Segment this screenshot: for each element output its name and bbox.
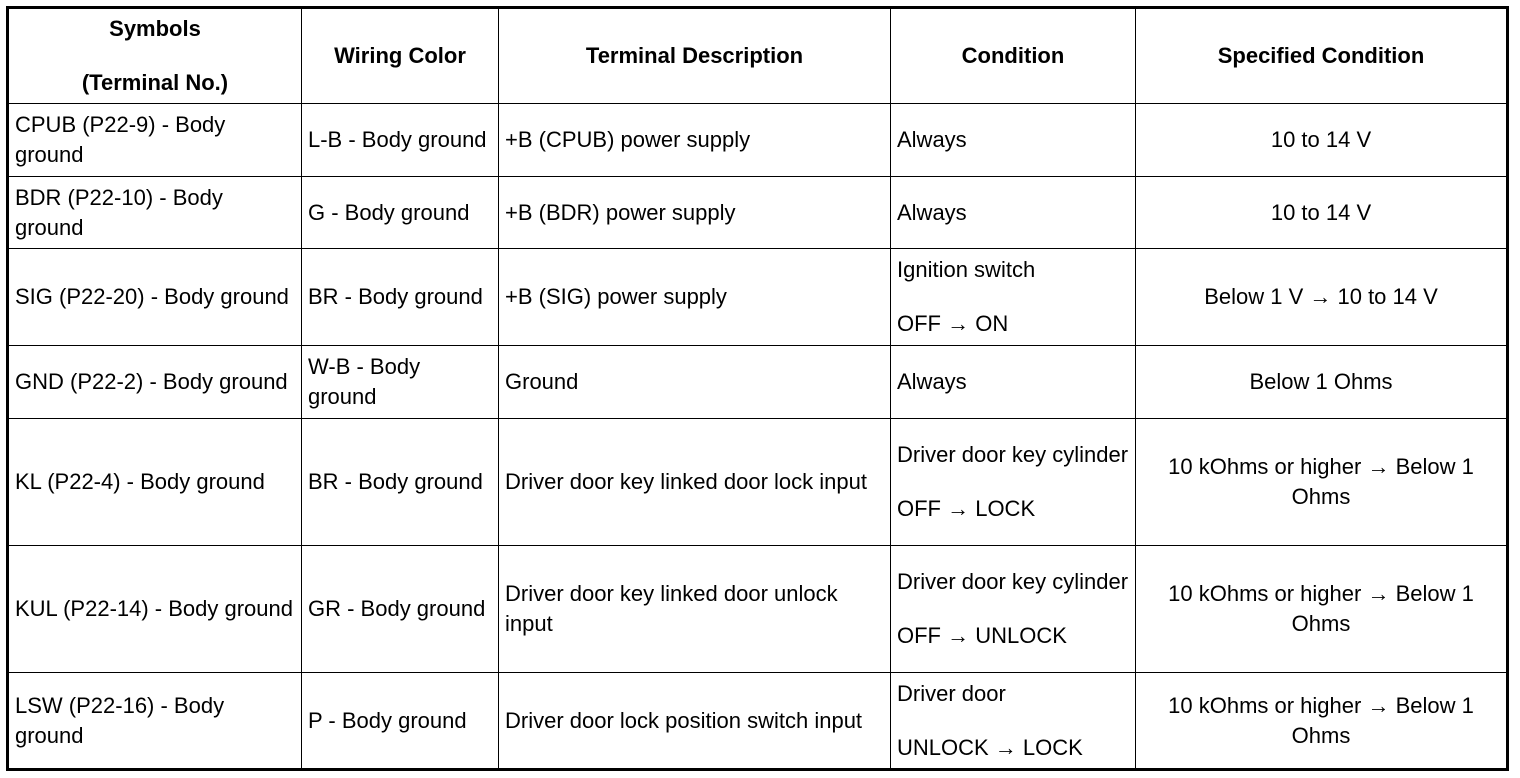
cell-specified: Below 1 V → 10 to 14 V bbox=[1136, 249, 1508, 346]
condition-line1: Driver door key cylinder bbox=[897, 569, 1129, 594]
cell-specified: Below 1 Ohms bbox=[1136, 346, 1508, 419]
header-symbols-line2: (Terminal No.) bbox=[81, 70, 229, 95]
header-wiring-color: Wiring Color bbox=[302, 8, 499, 104]
cell-wiring: W-B - Body ground bbox=[302, 346, 499, 419]
cell-wiring: P - Body ground bbox=[302, 673, 499, 770]
condition-line2: OFF → ON bbox=[897, 311, 1009, 336]
condition-line1: Driver door bbox=[897, 680, 1006, 706]
cell-symbol: GND (P22-2) - Body ground bbox=[8, 346, 302, 419]
condition-line1: Ignition switch bbox=[897, 257, 1036, 282]
table-row bbox=[8, 104, 1508, 177]
cell-description: +B (BDR) power supply bbox=[499, 177, 891, 249]
cell-description: Driver door lock position switch input bbox=[499, 673, 891, 770]
cell-condition bbox=[891, 546, 1136, 673]
table-row bbox=[8, 419, 1508, 546]
header-symbols bbox=[8, 8, 302, 104]
cell-condition bbox=[891, 177, 1136, 249]
cell-symbol: CPUB (P22-9) - Body ground bbox=[8, 104, 302, 177]
header-condition: Condition bbox=[891, 8, 1136, 104]
cell-specified: 10 kOhms or higher → Below 1 Ohms bbox=[1136, 419, 1508, 546]
cell-wiring: G - Body ground bbox=[302, 177, 499, 249]
cell-wiring: BR - Body ground bbox=[302, 419, 499, 546]
header-symbols-gap bbox=[15, 44, 295, 68]
cell-symbol: KUL (P22-14) - Body ground bbox=[8, 546, 302, 673]
cell-symbol: LSW (P22-16) - Body ground bbox=[8, 673, 302, 770]
cell-wiring: L-B - Body ground bbox=[302, 104, 499, 177]
cell-description: Driver door key linked door unlock input bbox=[499, 546, 891, 673]
condition-line1: Driver door key cylinder bbox=[897, 442, 1129, 467]
header-specified-condition: Specified Condition bbox=[1136, 8, 1508, 104]
cell-condition bbox=[891, 346, 1136, 419]
table-row bbox=[8, 673, 1508, 770]
condition-line1: Always bbox=[897, 127, 967, 152]
header-row bbox=[8, 8, 1508, 104]
table-row bbox=[8, 346, 1508, 419]
cell-wiring: BR - Body ground bbox=[302, 249, 499, 346]
cell-description: +B (SIG) power supply bbox=[499, 249, 891, 346]
cell-condition bbox=[891, 419, 1136, 546]
cell-symbol: KL (P22-4) - Body ground bbox=[8, 419, 302, 546]
condition-line1: Always bbox=[897, 199, 967, 225]
condition-gap bbox=[897, 709, 1129, 733]
condition-line1: Always bbox=[897, 369, 967, 394]
cell-specified: 10 kOhms or higher → Below 1 Ohms bbox=[1136, 673, 1508, 770]
terminal-table bbox=[6, 6, 1509, 771]
condition-line2: OFF → LOCK bbox=[897, 496, 1036, 521]
condition-gap bbox=[897, 597, 1129, 621]
condition-gap bbox=[897, 470, 1129, 494]
header-terminal-description: Terminal Description bbox=[499, 8, 891, 104]
condition-gap bbox=[897, 285, 1129, 309]
cell-condition bbox=[891, 673, 1136, 770]
condition-line2: UNLOCK → LOCK bbox=[897, 734, 1083, 760]
table-row bbox=[8, 177, 1508, 249]
cell-description: +B (CPUB) power supply bbox=[499, 104, 891, 177]
cell-description: Ground bbox=[499, 346, 891, 419]
header-symbols-line1: Symbols bbox=[109, 16, 201, 41]
condition-line2: OFF → UNLOCK bbox=[897, 623, 1067, 648]
cell-condition bbox=[891, 104, 1136, 177]
cell-wiring: GR - Body ground bbox=[302, 546, 499, 673]
table-row bbox=[8, 249, 1508, 346]
table-row bbox=[8, 546, 1508, 673]
cell-description: Driver door key linked door lock input bbox=[499, 419, 891, 546]
cell-symbol: BDR (P22-10) - Body ground bbox=[8, 177, 302, 249]
cell-symbol: SIG (P22-20) - Body ground bbox=[8, 249, 302, 346]
cell-condition bbox=[891, 249, 1136, 346]
cell-specified: 10 kOhms or higher → Below 1 Ohms bbox=[1136, 546, 1508, 673]
cell-specified: 10 to 14 V bbox=[1136, 177, 1508, 249]
cell-specified: 10 to 14 V bbox=[1136, 104, 1508, 177]
